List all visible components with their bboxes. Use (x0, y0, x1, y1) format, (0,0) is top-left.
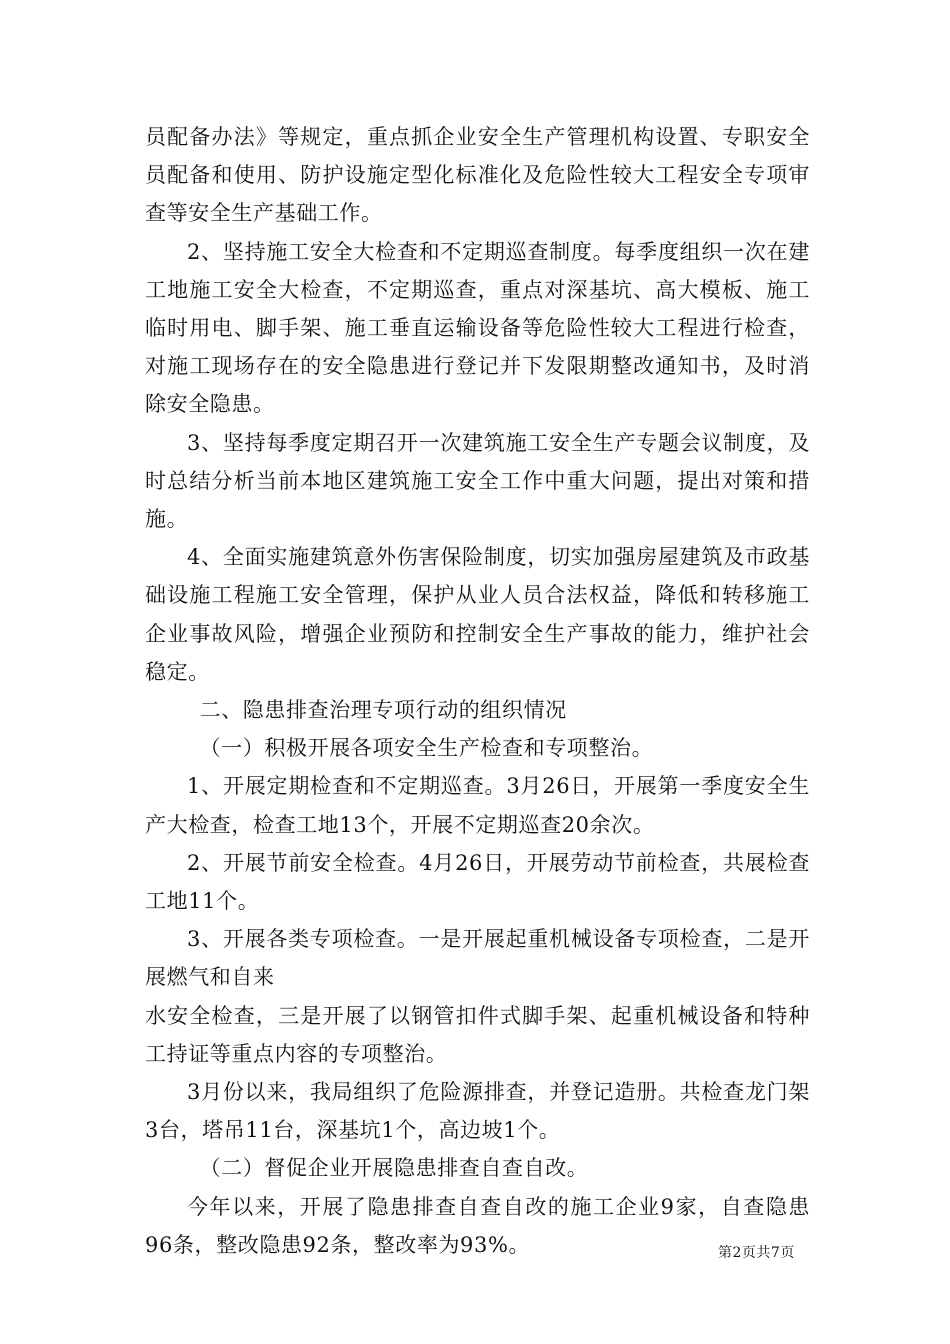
paragraph-1: 员配备办法》等规定，重点抓企业安全生产管理机构设置、专职安全员配备和使用、防护设施定型化标准化及危险性较大工程安全专项审查等安全生产基础工作。 (145, 125, 810, 226)
paragraph-9: 3月份以来，我局组织了危险源排查，并登记造册。共检查龙门架3台，塔吊11台，深基坑1个，高边坡1个。 (145, 1080, 810, 1143)
paragraph-4: 4、全面实施建筑意外伤害保险制度，切实加强房屋建筑及市政基础设施工程施工安全管理，保护从业人员合法权益，降低和转移施工企业事故风险，增强企业预防和控制安全生产事故的能力，维护社会稳定。 (145, 545, 810, 684)
subsection-heading-1: （一）积极开展各项安全生产检查和专项整治。 (199, 736, 654, 761)
paragraph-2: 2、坚持施工安全大检查和不定期巡查制度。每季度组织一次在建工地施工安全大检查，不定期巡查，重点对深基坑、高大模板、施工临时用电、脚手架、施工垂直运输设备等危险性较大工程进行检查，对施工现场存在的安全隐患进行登记并下发限期整改通知书，及时消除安全隐患。 (145, 239, 810, 417)
paragraph-8: 水安全检查，三是开展了以钢管扣件式脚手架、起重机械设备和特种工持证等重点内容的专项整治。 (145, 1003, 810, 1066)
paragraph-3: 3、坚持每季度定期召开一次建筑施工安全生产专题会议制度，及时总结分析当前本地区建筑施工安全工作中重大问题，提出对策和措施。 (145, 430, 810, 532)
document-body (145, 118, 810, 1264)
paragraph-10: 今年以来，开展了隐患排查自查自改的施工企业9家，自查隐患96条，整改隐患92条，整改率为93%。 (145, 1194, 810, 1257)
paragraph-7: 3、开展各类专项检查。一是开展起重机械设备专项检查，二是开展燃气和自来 (145, 927, 810, 990)
section-heading-2: 二、隐患排查治理专项行动的组织情况 (199, 698, 567, 723)
paragraph-6: 2、开展节前安全检查。4月26日，开展劳动节前检查，共展检查工地11个。 (145, 850, 810, 914)
page-number-footer: 第2页共7页 (718, 1245, 795, 1261)
paragraph-5: 1、开展定期检查和不定期巡查。3月26日，开展第一季度安全生产大检查，检查工地13个，开展不定期巡查20余次。 (145, 774, 810, 837)
subsection-heading-2: （二）督促企业开展隐患排查自查自改。 (199, 1156, 589, 1181)
